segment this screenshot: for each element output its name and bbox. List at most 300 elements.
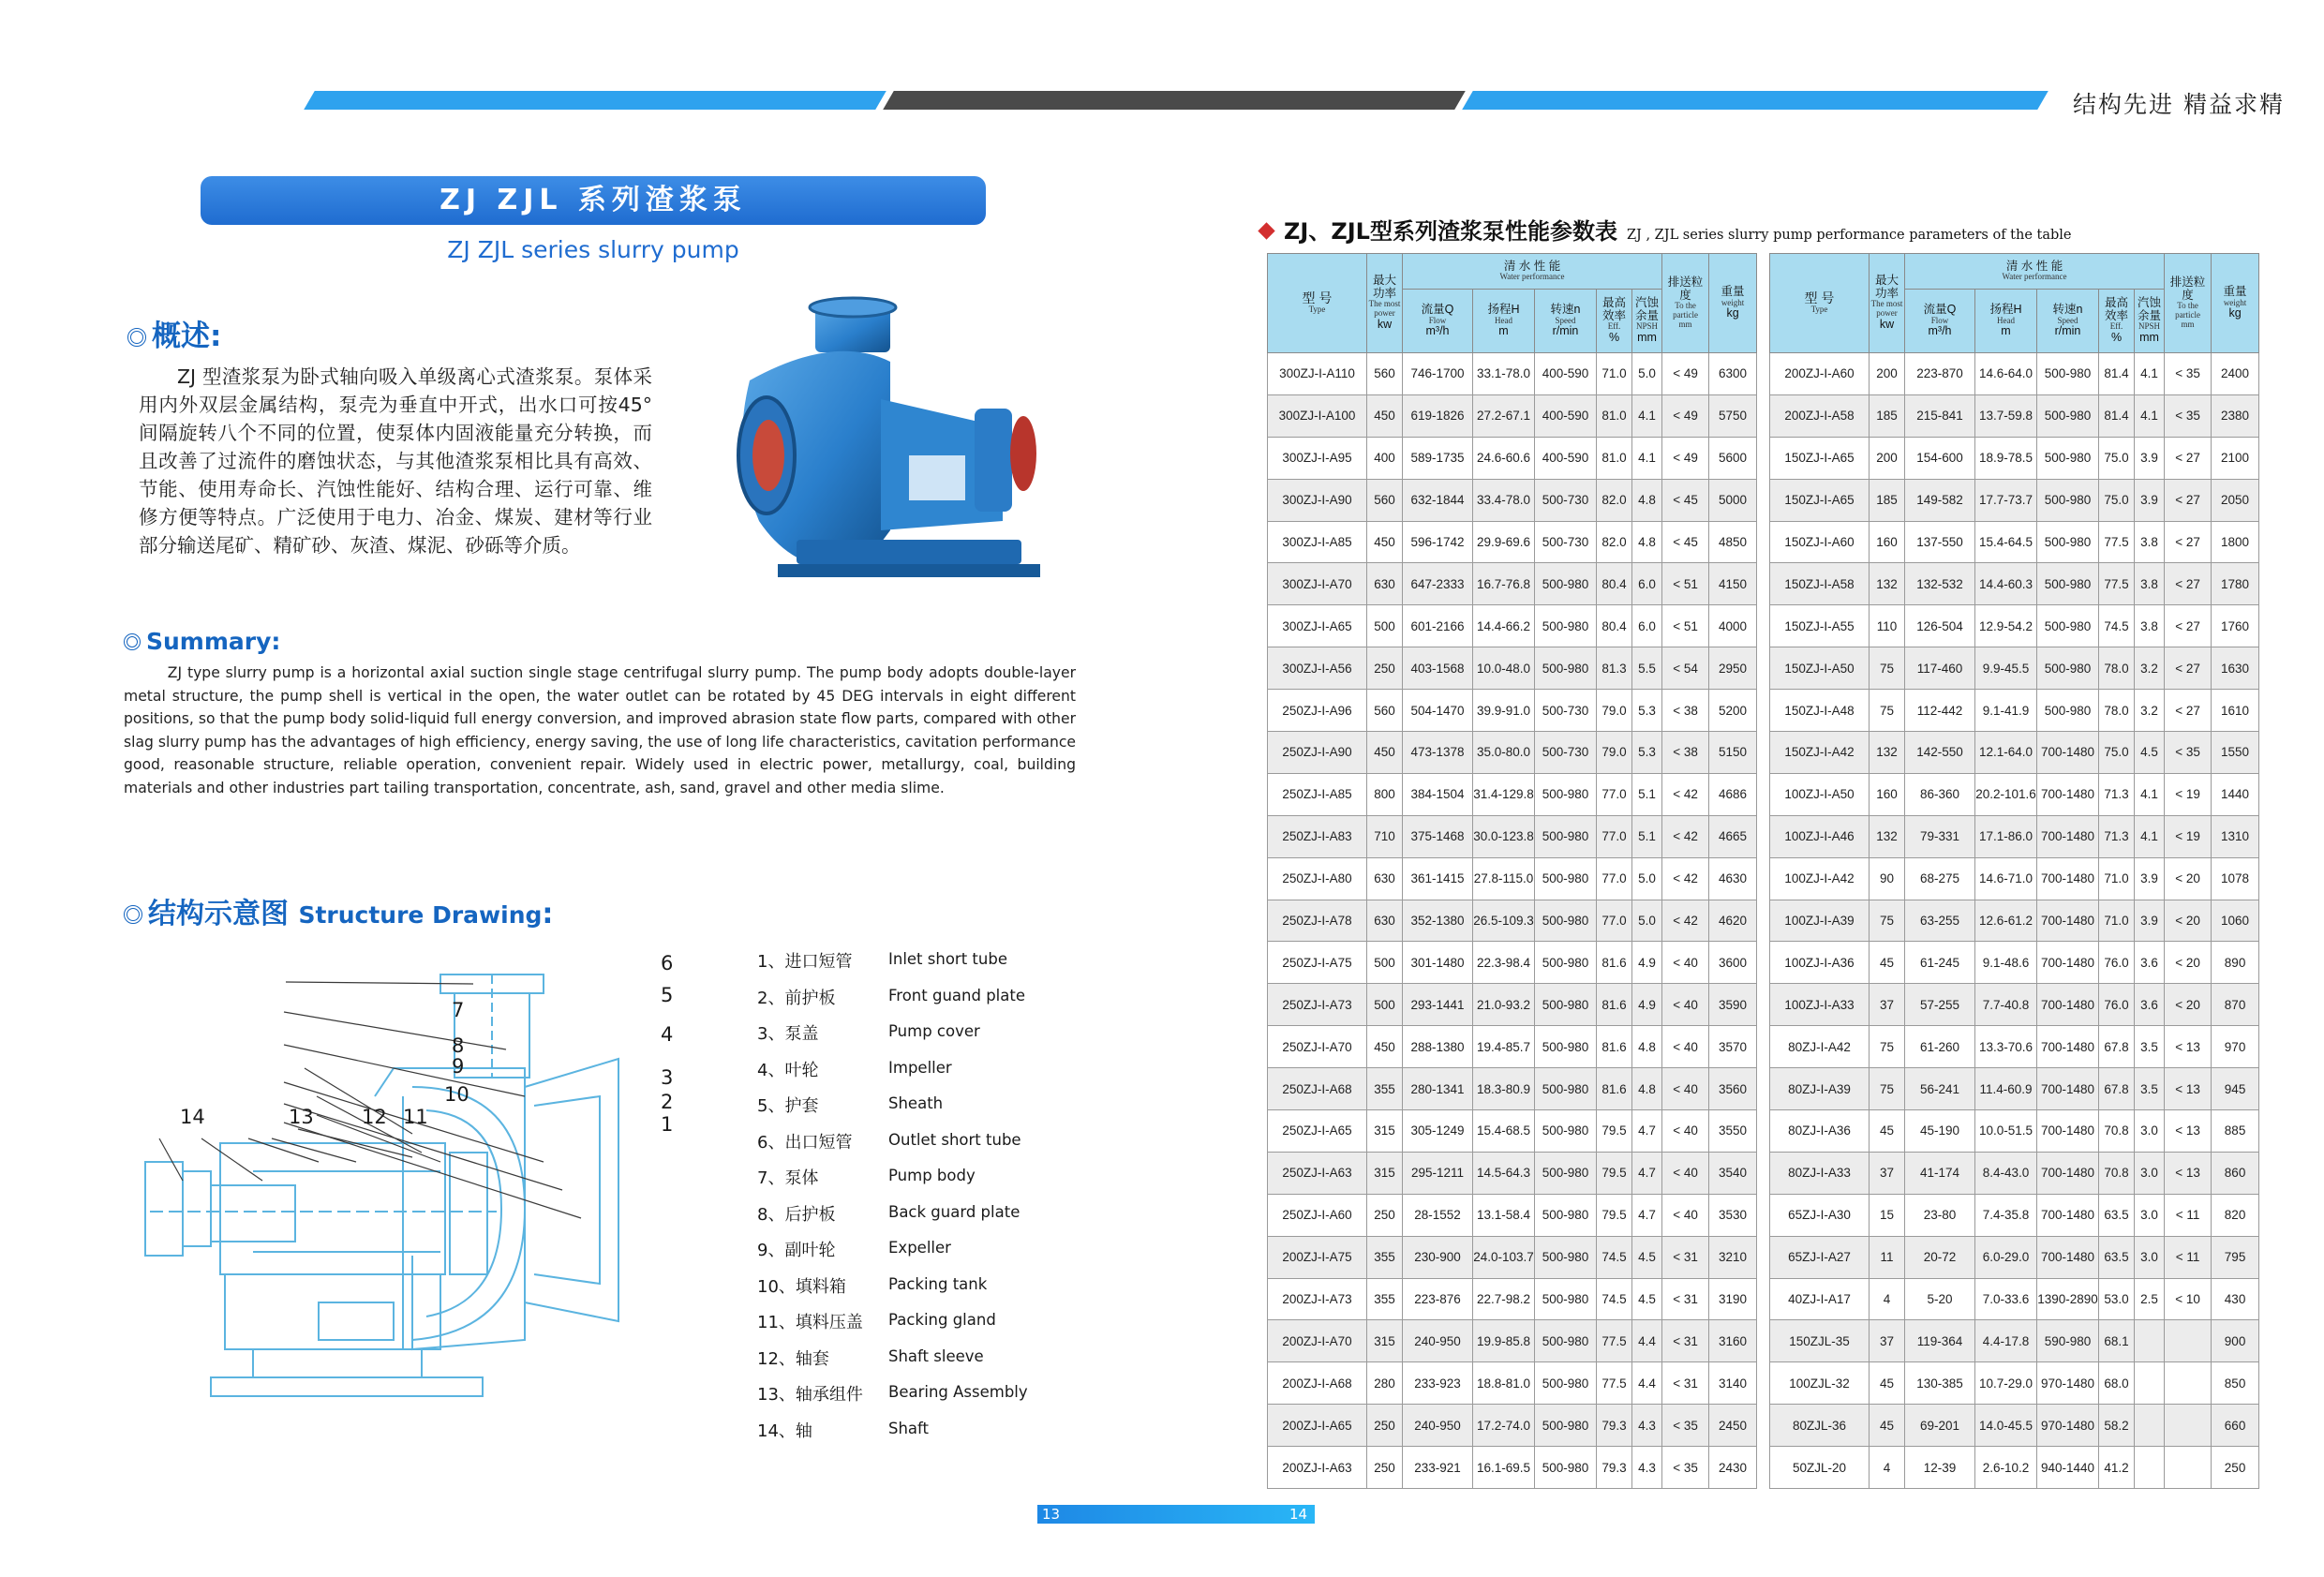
table-cell: 2400 <box>2212 353 2259 395</box>
structure-heading-en: Structure Drawing <box>298 901 543 929</box>
table-cell: 71.3 <box>2099 773 2135 815</box>
table-cell: 5750 <box>1709 394 1757 437</box>
table-cell: < 35 <box>2165 353 2212 395</box>
table-body-left <box>1268 353 1757 1489</box>
part-name-cn: 7、泵体 <box>757 1168 819 1188</box>
header-stripe-middle <box>883 91 1466 110</box>
table-cell: 7.4-35.8 <box>1975 1194 2037 1236</box>
summary-paragraph: ZJ type slurry pump is a horizontal axial suction single stage centrifugal slurry pump. The pump body adopts double-layer metal structure, the pump shell is vertical in the open, the water outlet can be rotated by 45 DEG intervals in eight different positions, so that the pump body solid-liquid full energy conversion, and improved abrasion state flow parts, compared with other slag slurry pump has the advantages of high efficiency, energy saving, the use of long life characteristics, cavitation performance good, reasonable structure, reliable operation, convenient repair. Widely used in electric power, metallurgy, coal, building materials and other industries part tailing transportation, concentrate, ash, sand, gravel and other media slime. <box>124 664 1076 796</box>
table-cell: 500 <box>1367 605 1403 647</box>
table-cell: 81.6 <box>1597 1068 1632 1110</box>
table-cell: 150ZJ-I-A60 <box>1770 521 1870 563</box>
table-cell: 200 <box>1870 437 1905 479</box>
table-cell: 301-1480 <box>1403 942 1473 984</box>
table-cell: 20-72 <box>1905 1236 1975 1278</box>
performance-table-right <box>1769 253 2259 1489</box>
table-cell: 3.9 <box>2135 437 2165 479</box>
part-name-cn: 1、进口短管 <box>757 952 853 972</box>
table-cell: 81.6 <box>1597 942 1632 984</box>
table-cell: 15.4-64.5 <box>1975 521 2037 563</box>
table-cell: 3.0 <box>2135 1110 2165 1153</box>
overview-heading-text: 概述: <box>152 320 222 353</box>
table-cell: 63-255 <box>1905 900 1975 942</box>
table-cell: 200ZJ-I-A75 <box>1268 1236 1367 1278</box>
table-cell: 3.8 <box>2135 521 2165 563</box>
table-cell: 361-1415 <box>1403 857 1473 900</box>
table-cell: 500-980 <box>1535 563 1597 605</box>
table-cell: 19.9-85.8 <box>1473 1320 1535 1362</box>
part-name-cn: 12、轴套 <box>757 1348 829 1369</box>
col-npsh: 汽蚀余量 NPSH mm <box>1632 290 1662 353</box>
table-cell: 4.9 <box>1632 984 1662 1026</box>
table-cell: 126-504 <box>1905 605 1975 647</box>
summary-heading <box>124 628 280 655</box>
table-cell: 82.0 <box>1597 479 1632 521</box>
table-cell: 150ZJ-I-A55 <box>1770 605 1870 647</box>
table-cell: 900 <box>2212 1320 2259 1362</box>
table-cell: 4.4 <box>1632 1362 1662 1405</box>
table-cell: 150ZJ-I-A65 <box>1770 479 1870 521</box>
table-row <box>1770 1236 2259 1278</box>
table-cell: 17.2-74.0 <box>1473 1405 1535 1447</box>
table-cell: 250ZJ-I-A85 <box>1268 773 1367 815</box>
page-subtitle: ZJ ZJL series slurry pump <box>447 236 739 263</box>
pump-photo <box>693 296 1068 605</box>
table-cell: 4686 <box>1709 773 1757 815</box>
table-cell: 37 <box>1870 1320 1905 1362</box>
table-cell: 2450 <box>1709 1405 1757 1447</box>
table-cell: 630 <box>1367 857 1403 900</box>
table-row <box>1268 1026 1757 1068</box>
table-header <box>1770 254 2259 353</box>
table-row <box>1268 521 1757 563</box>
table-cell: 300ZJ-I-A110 <box>1268 353 1367 395</box>
header-tagline: 结构先进 精益求精 <box>2073 91 2285 118</box>
table-cell: 80ZJ-I-A39 <box>1770 1068 1870 1110</box>
table-cell: 3530 <box>1709 1194 1757 1236</box>
table-cell: 68-275 <box>1905 857 1975 900</box>
col-power: 最大功率 The most power kw <box>1367 254 1403 353</box>
table-row <box>1268 690 1757 732</box>
table-cell: 795 <box>2212 1236 2259 1278</box>
table-cell: 500-980 <box>2037 479 2099 521</box>
table-cell: 71.3 <box>2099 815 2135 857</box>
table-cell: < 20 <box>2165 900 2212 942</box>
table-cell: 500-730 <box>1535 521 1597 563</box>
table-cell: 137-550 <box>1905 521 1975 563</box>
table-cell: 33.1-78.0 <box>1473 353 1535 395</box>
col-type: 型 号 Type <box>1268 254 1367 353</box>
table-cell: 450 <box>1367 1026 1403 1068</box>
table-cell <box>2165 1447 2212 1489</box>
table-cell: 250ZJ-I-A65 <box>1268 1110 1367 1153</box>
table-cell: 5.0 <box>1632 900 1662 942</box>
table-cell: 7.7-40.8 <box>1975 984 2037 1026</box>
table-cell: 700-1480 <box>2037 857 2099 900</box>
table-cell: 23-80 <box>1905 1194 1975 1236</box>
table-row <box>1268 479 1757 521</box>
table-cell: 200ZJ-I-A73 <box>1268 1278 1367 1320</box>
table-cell: 78.0 <box>2099 647 2135 690</box>
table-cell: < 35 <box>1662 1447 1709 1489</box>
table-cell: 80.4 <box>1597 563 1632 605</box>
table-cell: 63.5 <box>2099 1236 2135 1278</box>
table-cell: 400 <box>1367 437 1403 479</box>
table-cell: < 49 <box>1662 353 1709 395</box>
table-cell: 37 <box>1870 1152 1905 1194</box>
part-name-en: Pump cover <box>888 1022 980 1040</box>
table-cell: 375-1468 <box>1403 815 1473 857</box>
table-cell: < 11 <box>2165 1194 2212 1236</box>
table-cell: 11.4-60.9 <box>1975 1068 2037 1110</box>
table-cell: 293-1441 <box>1403 984 1473 1026</box>
table-cell: 53.0 <box>2099 1278 2135 1320</box>
table-cell: 250ZJ-I-A78 <box>1268 900 1367 942</box>
table-cell: < 13 <box>2165 1026 2212 1068</box>
table-row <box>1770 815 2259 857</box>
table-cell: 315 <box>1367 1110 1403 1153</box>
table-cell: 5-20 <box>1905 1278 1975 1320</box>
table-cell: 200ZJ-I-A65 <box>1268 1405 1367 1447</box>
table-cell: 56-241 <box>1905 1068 1975 1110</box>
table-cell: < 42 <box>1662 900 1709 942</box>
table-cell: 12.6-61.2 <box>1975 900 2037 942</box>
table-cell: 3.0 <box>2135 1152 2165 1194</box>
table-title-en: ZJ , ZJL series slurry pump performance parameters of the table <box>1626 228 2072 243</box>
table-row <box>1770 690 2259 732</box>
table-cell: 400-590 <box>1535 437 1597 479</box>
diamond-bullet-icon <box>1258 222 1274 239</box>
table-cell: 660 <box>2212 1405 2259 1447</box>
table-cell: 35.0-80.0 <box>1473 732 1535 774</box>
table-cell: 700-1480 <box>2037 1236 2099 1278</box>
col-head: 扬程H Head m <box>1975 290 2037 353</box>
table-cell: 355 <box>1367 1068 1403 1110</box>
table-row <box>1770 942 2259 984</box>
table-row <box>1770 479 2259 521</box>
table-cell: 4 <box>1870 1447 1905 1489</box>
col-efficiency: 最高效率 Eff. % <box>1597 290 1632 353</box>
table-cell: 150ZJ-I-A48 <box>1770 690 1870 732</box>
table-cell: < 45 <box>1662 521 1709 563</box>
col-speed: 转速n Speed r/min <box>2037 290 2099 353</box>
table-cell: < 40 <box>1662 1026 1709 1068</box>
table-cell: 885 <box>2212 1110 2259 1153</box>
drawing-label-8: 8 <box>452 1034 465 1057</box>
table-cell: 24.0-103.7 <box>1473 1236 1535 1278</box>
table-cell: 5600 <box>1709 437 1757 479</box>
table-cell: 250ZJ-I-A83 <box>1268 815 1367 857</box>
table-cell: 400-590 <box>1535 353 1597 395</box>
table-cell: 50ZJL-20 <box>1770 1447 1870 1489</box>
table-cell: 3.0 <box>2135 1236 2165 1278</box>
table-cell: 4.7 <box>1632 1110 1662 1153</box>
table-cell: 450 <box>1367 521 1403 563</box>
part-name-en: Front guand plate <box>888 986 1025 1004</box>
table-cell: 2.6-10.2 <box>1975 1447 2037 1489</box>
table-cell: 77.0 <box>1597 815 1632 857</box>
table-cell: 86-360 <box>1905 773 1975 815</box>
table-cell: 63.5 <box>2099 1194 2135 1236</box>
part-name-cn: 9、副叶轮 <box>757 1241 836 1260</box>
table-row <box>1770 1362 2259 1405</box>
table-cell: 10.7-29.0 <box>1975 1362 2037 1405</box>
table-cell: 30.0-123.8 <box>1473 815 1535 857</box>
table-cell: 700-1480 <box>2037 1026 2099 1068</box>
table-cell: 746-1700 <box>1403 353 1473 395</box>
table-cell: 233-921 <box>1403 1447 1473 1489</box>
table-cell: 500-980 <box>1535 1278 1597 1320</box>
table-cell: 630 <box>1367 563 1403 605</box>
part-name-cn: 14、轴 <box>757 1421 812 1441</box>
drawing-label-11: 11 <box>403 1106 428 1128</box>
table-cell: 8.4-43.0 <box>1975 1152 2037 1194</box>
table-cell: 500 <box>1367 942 1403 984</box>
table-cell: 4.7 <box>1632 1152 1662 1194</box>
part-name-cn: 13、轴承组件 <box>757 1385 863 1405</box>
table-cell: < 54 <box>1662 647 1709 690</box>
col-weight: 重量 weight kg <box>2212 254 2259 353</box>
page-number-left: 13 <box>1042 1506 1061 1523</box>
table-cell: 14.6-64.0 <box>1975 353 2037 395</box>
table-row <box>1770 437 2259 479</box>
table-cell: 632-1844 <box>1403 479 1473 521</box>
table-cell: 4.4 <box>1632 1320 1662 1362</box>
table-cell: 77.5 <box>1597 1362 1632 1405</box>
table-cell: 5000 <box>1709 479 1757 521</box>
col-water-performance: 清 水 性 能 Water performance <box>1403 254 1662 290</box>
table-row <box>1268 563 1757 605</box>
table-cell: 2100 <box>2212 437 2259 479</box>
table-row <box>1268 984 1757 1026</box>
table-row <box>1268 815 1757 857</box>
table-cell: 4.8 <box>1632 1026 1662 1068</box>
table-row <box>1268 732 1757 774</box>
table-cell: 280-1341 <box>1403 1068 1473 1110</box>
part-name-cn: 3、泵盖 <box>757 1024 819 1044</box>
table-cell: 890 <box>2212 942 2259 984</box>
table-row <box>1770 353 2259 395</box>
table-cell: 700-1480 <box>2037 942 2099 984</box>
table-cell: < 27 <box>2165 563 2212 605</box>
table-cell: 1800 <box>2212 521 2259 563</box>
table-cell: 300ZJ-I-A95 <box>1268 437 1367 479</box>
structure-heading <box>124 890 553 931</box>
table-cell: 100ZJ-I-A39 <box>1770 900 1870 942</box>
table-cell: 384-1504 <box>1403 773 1473 815</box>
table-cell: 240-950 <box>1403 1405 1473 1447</box>
table-cell: 185 <box>1870 394 1905 437</box>
part-name-cn: 8、后护板 <box>757 1204 836 1225</box>
table-row <box>1268 857 1757 900</box>
table-cell: < 45 <box>1662 479 1709 521</box>
table-cell: 75.0 <box>2099 437 2135 479</box>
table-cell: 67.8 <box>2099 1068 2135 1110</box>
table-cell: 117-460 <box>1905 647 1975 690</box>
table-cell: 19.4-85.7 <box>1473 1026 1535 1068</box>
table-row <box>1770 1320 2259 1362</box>
table-cell: 5.3 <box>1632 732 1662 774</box>
table-row <box>1268 1068 1757 1110</box>
table-cell: 200ZJ-I-A58 <box>1770 394 1870 437</box>
table-cell: 14.5-64.3 <box>1473 1152 1535 1194</box>
table-cell: < 40 <box>1662 1068 1709 1110</box>
heading-ring-icon <box>127 328 146 347</box>
drawing-label-2: 2 <box>661 1091 674 1113</box>
table-row <box>1770 563 2259 605</box>
page-number-bar <box>1037 1505 1315 1524</box>
part-name-en: Back guard plate <box>888 1202 1020 1221</box>
summary-heading-text: Summary: <box>146 628 281 655</box>
col-efficiency: 最高效率 Eff. % <box>2099 290 2135 353</box>
table-cell: 27.8-115.0 <box>1473 857 1535 900</box>
table-cell: 80ZJ-I-A36 <box>1770 1110 1870 1153</box>
table-cell: < 19 <box>2165 815 2212 857</box>
table-cell: 81.0 <box>1597 394 1632 437</box>
table-row <box>1268 1110 1757 1153</box>
col-particle: 排送粒度 To the particle mm <box>1662 254 1709 353</box>
overview-heading <box>127 312 221 354</box>
table-cell: 67.8 <box>2099 1026 2135 1068</box>
drawing-label-14: 14 <box>180 1106 205 1128</box>
table-cell: 11 <box>1870 1236 1905 1278</box>
table-cell: < 20 <box>2165 984 2212 1026</box>
table-cell: 3.0 <box>2135 1194 2165 1236</box>
table-cell: 100ZJ-I-A46 <box>1770 815 1870 857</box>
table-cell: 57-255 <box>1905 984 1975 1026</box>
table-cell: 77.0 <box>1597 857 1632 900</box>
table-cell: 77.0 <box>1597 773 1632 815</box>
table-cell: 250 <box>1367 1194 1403 1236</box>
table-cell: 403-1568 <box>1403 647 1473 690</box>
table-row <box>1268 437 1757 479</box>
table-cell: 630 <box>1367 900 1403 942</box>
performance-table-left <box>1267 253 1757 1489</box>
table-cell: 3550 <box>1709 1110 1757 1153</box>
table-cell: 4.1 <box>2135 773 2165 815</box>
table-cell: 500-980 <box>1535 1026 1597 1068</box>
table-cell: 18.9-78.5 <box>1975 437 2037 479</box>
table-cell: 76.0 <box>2099 942 2135 984</box>
table-cell: 4.1 <box>1632 437 1662 479</box>
table-cell: 37 <box>1870 984 1905 1026</box>
table-cell: 647-2333 <box>1403 563 1473 605</box>
table-cell: 17.1-86.0 <box>1975 815 2037 857</box>
table-cell: 20.2-101.6 <box>1975 773 2037 815</box>
table-cell: < 20 <box>2165 942 2212 984</box>
table-row <box>1268 605 1757 647</box>
table-cell: 4.8 <box>1632 521 1662 563</box>
table-cell: 27.2-67.1 <box>1473 394 1535 437</box>
table-cell: 500-980 <box>2037 563 2099 605</box>
part-name-en: Shaft sleeve <box>888 1346 984 1365</box>
table-cell: < 38 <box>1662 690 1709 732</box>
table-cell: 28-1552 <box>1403 1194 1473 1236</box>
table-cell: 700-1480 <box>2037 1110 2099 1153</box>
table-cell: 3190 <box>1709 1278 1757 1320</box>
table-cell: 71.0 <box>1597 353 1632 395</box>
table-row <box>1268 647 1757 690</box>
table-cell: 79.5 <box>1597 1110 1632 1153</box>
table-cell: < 27 <box>2165 647 2212 690</box>
table-cell: 12.9-54.2 <box>1975 605 2037 647</box>
table-cell: 3.9 <box>2135 857 2165 900</box>
table-cell <box>2135 1320 2165 1362</box>
table-cell: 69-201 <box>1905 1405 1975 1447</box>
table-cell: 300ZJ-I-A85 <box>1268 521 1367 563</box>
table-cell: 500-980 <box>1535 1405 1597 1447</box>
part-name-en: Expeller <box>888 1239 951 1257</box>
table-cell: 4.8 <box>1632 479 1662 521</box>
table-cell: 112-442 <box>1905 690 1975 732</box>
table-cell: 5.3 <box>1632 690 1662 732</box>
drawing-label-6: 6 <box>661 952 674 974</box>
col-npsh: 汽蚀余量 NPSH mm <box>2135 290 2165 353</box>
table-cell: 4150 <box>1709 563 1757 605</box>
table-cell: 800 <box>1367 773 1403 815</box>
table-cell: 500-730 <box>1535 732 1597 774</box>
table-row <box>1268 773 1757 815</box>
table-cell: 61-260 <box>1905 1026 1975 1068</box>
table-row <box>1268 394 1757 437</box>
heading-ring-icon <box>124 905 142 924</box>
table-cell: 6.0-29.0 <box>1975 1236 2037 1278</box>
table-cell: 3540 <box>1709 1152 1757 1194</box>
table-cell: 500-980 <box>1535 1068 1597 1110</box>
table-cell: 80.4 <box>1597 605 1632 647</box>
table-cell: 500-980 <box>1535 1236 1597 1278</box>
table-cell: 352-1380 <box>1403 900 1473 942</box>
table-cell: 58.2 <box>2099 1405 2135 1447</box>
table-cell: 970 <box>2212 1026 2259 1068</box>
table-cell: < 35 <box>2165 732 2212 774</box>
table-cell: 295-1211 <box>1403 1152 1473 1194</box>
table-cell: 79.3 <box>1597 1405 1632 1447</box>
part-name-en: Sheath <box>888 1094 944 1112</box>
table-cell: 3.2 <box>2135 647 2165 690</box>
table-cell: 700-1480 <box>2037 984 2099 1026</box>
table-cell: 149-582 <box>1905 479 1975 521</box>
col-power: 最大功率 The most power kw <box>1870 254 1905 353</box>
table-cell: 142-550 <box>1905 732 1975 774</box>
part-name-en: Impeller <box>888 1058 952 1077</box>
table-cell: 820 <box>2212 1194 2259 1236</box>
table-cell: 504-1470 <box>1403 690 1473 732</box>
table-cell: 3600 <box>1709 942 1757 984</box>
table-cell: 1780 <box>2212 563 2259 605</box>
table-cell: 500-980 <box>1535 647 1597 690</box>
table-cell: 250ZJ-I-A60 <box>1268 1194 1367 1236</box>
table-cell: 4.5 <box>2135 732 2165 774</box>
table-cell: 14.6-71.0 <box>1975 857 2037 900</box>
table-cell: 2950 <box>1709 647 1757 690</box>
table-cell: 5.5 <box>1632 647 1662 690</box>
table-cell: 250ZJ-I-A90 <box>1268 732 1367 774</box>
table-cell: 1630 <box>2212 647 2259 690</box>
table-cell: 500-980 <box>1535 942 1597 984</box>
table-cell: 500-980 <box>2037 521 2099 563</box>
table-cell: 45 <box>1870 1405 1905 1447</box>
table-cell: 10.0-51.5 <box>1975 1110 2037 1153</box>
table-cell: 80ZJ-I-A33 <box>1770 1152 1870 1194</box>
table-cell: 4.5 <box>1632 1236 1662 1278</box>
table-cell: 9.1-48.6 <box>1975 942 2037 984</box>
table-cell: 1550 <box>2212 732 2259 774</box>
table-cell: < 40 <box>1662 1152 1709 1194</box>
table-cell: 500-980 <box>1535 773 1597 815</box>
table-cell: 3160 <box>1709 1320 1757 1362</box>
table-cell: 154-600 <box>1905 437 1975 479</box>
